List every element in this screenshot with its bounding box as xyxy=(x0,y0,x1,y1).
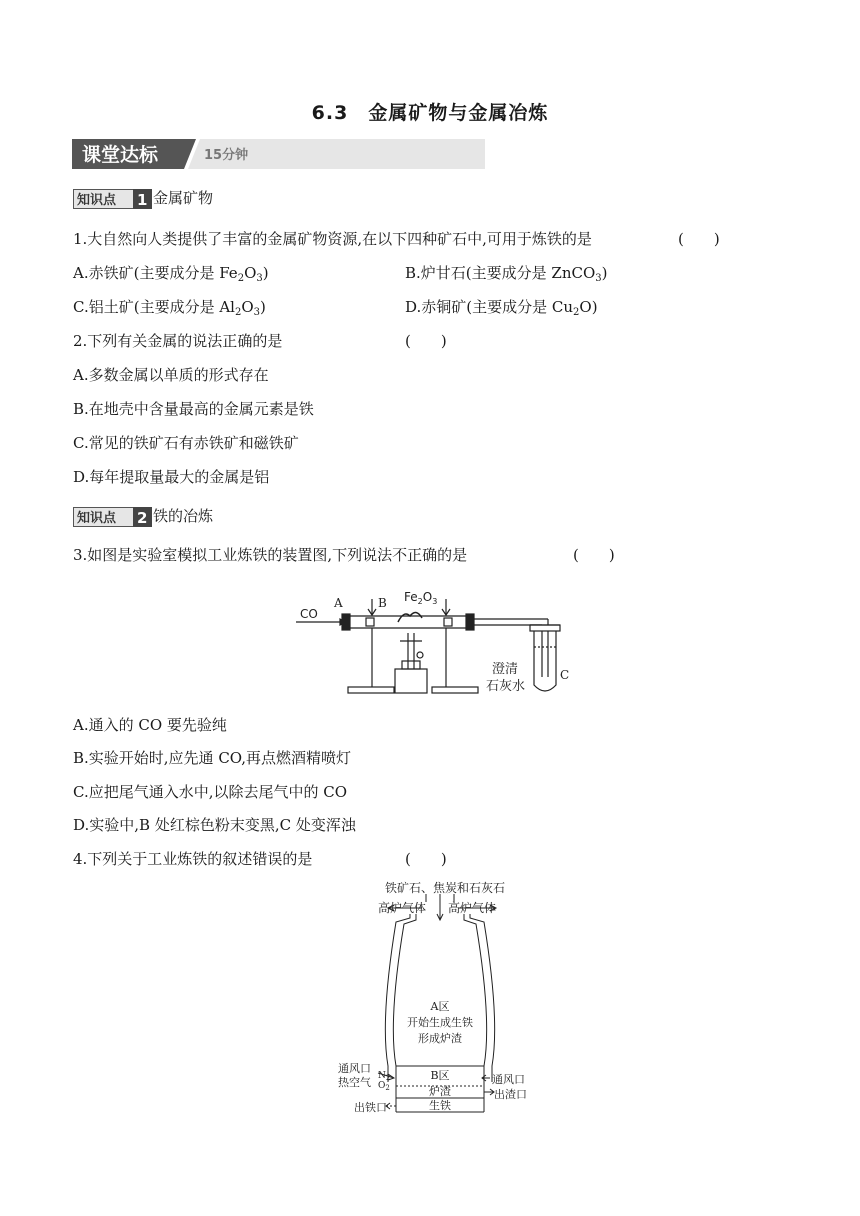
label-iron-outlet: 出铁口 xyxy=(354,1101,387,1114)
q3-answer-paren: ( ) xyxy=(573,546,615,564)
q3-stem: 3.如图是实验室模拟工业炼铁的装置图,下列说法不正确的是 xyxy=(73,546,468,564)
q1-option-c: C.铝土矿(主要成分是 $Al_2O_3$) xyxy=(73,298,266,318)
label-vent-right: 通风口 xyxy=(492,1073,525,1086)
q1-answer-paren: ( ) xyxy=(678,230,720,248)
label-slag: 炉渣 xyxy=(429,1085,451,1098)
kp2-tag xyxy=(73,507,153,527)
q1-option-d: D.赤铜矿(主要成分是 $Cu_2O$) xyxy=(405,298,598,318)
kp2-label: 铁的冶炼 xyxy=(153,507,214,525)
banner-label: 课堂达标 xyxy=(82,144,159,166)
q2-stem: 2.下列有关金属的说法正确的是 xyxy=(73,332,283,350)
q3-option-d: D.实验中,B 处红棕色粉末变黑,C 处变浑浊 xyxy=(73,816,356,834)
label-zone-a-line3: 形成炉渣 xyxy=(418,1032,462,1045)
kp2-tag-text: 知识点 xyxy=(77,511,117,526)
label-gas-left: 高炉气体 xyxy=(378,901,427,915)
label-hot-air: 热空气 xyxy=(338,1076,371,1089)
kp1-heading xyxy=(73,188,213,209)
q1-stem: 1.大自然向人类提供了丰富的金属矿物资源,在以下四种矿石中,可用于炼铁的是 xyxy=(73,230,592,248)
label-a: A xyxy=(334,596,343,610)
section-banner xyxy=(72,139,485,169)
label-c: C xyxy=(560,668,570,682)
label-n2: $N_2$ xyxy=(378,1071,391,1082)
label-slag-outlet: 出渣口 xyxy=(494,1088,527,1101)
label-limewater-2: 石灰水 xyxy=(486,679,526,694)
q1-option-a: A.赤铁矿(主要成分是 $Fe_2O_3$) xyxy=(73,264,269,284)
label-o2: $O_2$ xyxy=(378,1081,390,1092)
label-co: CO xyxy=(300,607,318,621)
q2-option-c: C.常见的铁矿石有赤铁矿和磁铁矿 xyxy=(73,434,299,452)
label-zone-a: A区 xyxy=(430,1000,450,1013)
kp1-tag-text: 知识点 xyxy=(77,193,117,208)
q4-answer-paren: ( ) xyxy=(405,850,447,868)
kp1-tag xyxy=(73,189,153,209)
q2-option-b: B.在地壳中含量最高的金属元素是铁 xyxy=(73,400,314,418)
label-pig-iron: 生铁 xyxy=(429,1099,451,1112)
label-fe2o3: $Fe_2O_3$ xyxy=(404,590,438,606)
q3-option-c: C.应把尾气通入水中,以除去尾气中的 CO xyxy=(73,783,348,801)
label-raw-materials: 铁矿石、焦炭和石灰石 xyxy=(384,881,506,895)
label-zone-a-line2: 开始生成生铁 xyxy=(407,1016,473,1029)
label-limewater-1: 澄清 xyxy=(492,662,519,677)
kp1-label: 金属矿物 xyxy=(153,189,214,207)
kp1-tag-num: 1 xyxy=(137,191,148,209)
iron-smelting-apparatus-figure xyxy=(290,585,580,700)
label-zone-b: B区 xyxy=(430,1069,450,1082)
kp2-tag-num: 2 xyxy=(137,509,148,527)
kp2-heading xyxy=(73,506,213,527)
q2-answer-paren: ( ) xyxy=(405,332,447,350)
label-gas-right: 高炉气体 xyxy=(448,901,497,915)
label-b: B xyxy=(378,596,387,610)
label-vent-left: 通风口 xyxy=(338,1062,371,1075)
banner-time: 15分钟 xyxy=(204,148,249,163)
q4-stem: 4.下列关于工业炼铁的叙述错误的是 xyxy=(73,850,313,868)
q1-option-b: B.炉甘石(主要成分是 ZnCO$_3$) xyxy=(405,264,608,284)
q2-option-a: A.多数金属以单质的形式存在 xyxy=(73,366,269,384)
blast-furnace-figure xyxy=(330,880,560,1116)
q2-option-d: D.每年提取量最大的金属是铝 xyxy=(73,468,270,486)
page-title: 6.3 金属矿物与金属冶炼 xyxy=(311,102,549,124)
q3-option-b: B.实验开始时,应先通 CO,再点燃酒精喷灯 xyxy=(73,749,351,767)
q3-option-a: A.通入的 CO 要先验纯 xyxy=(73,716,227,734)
